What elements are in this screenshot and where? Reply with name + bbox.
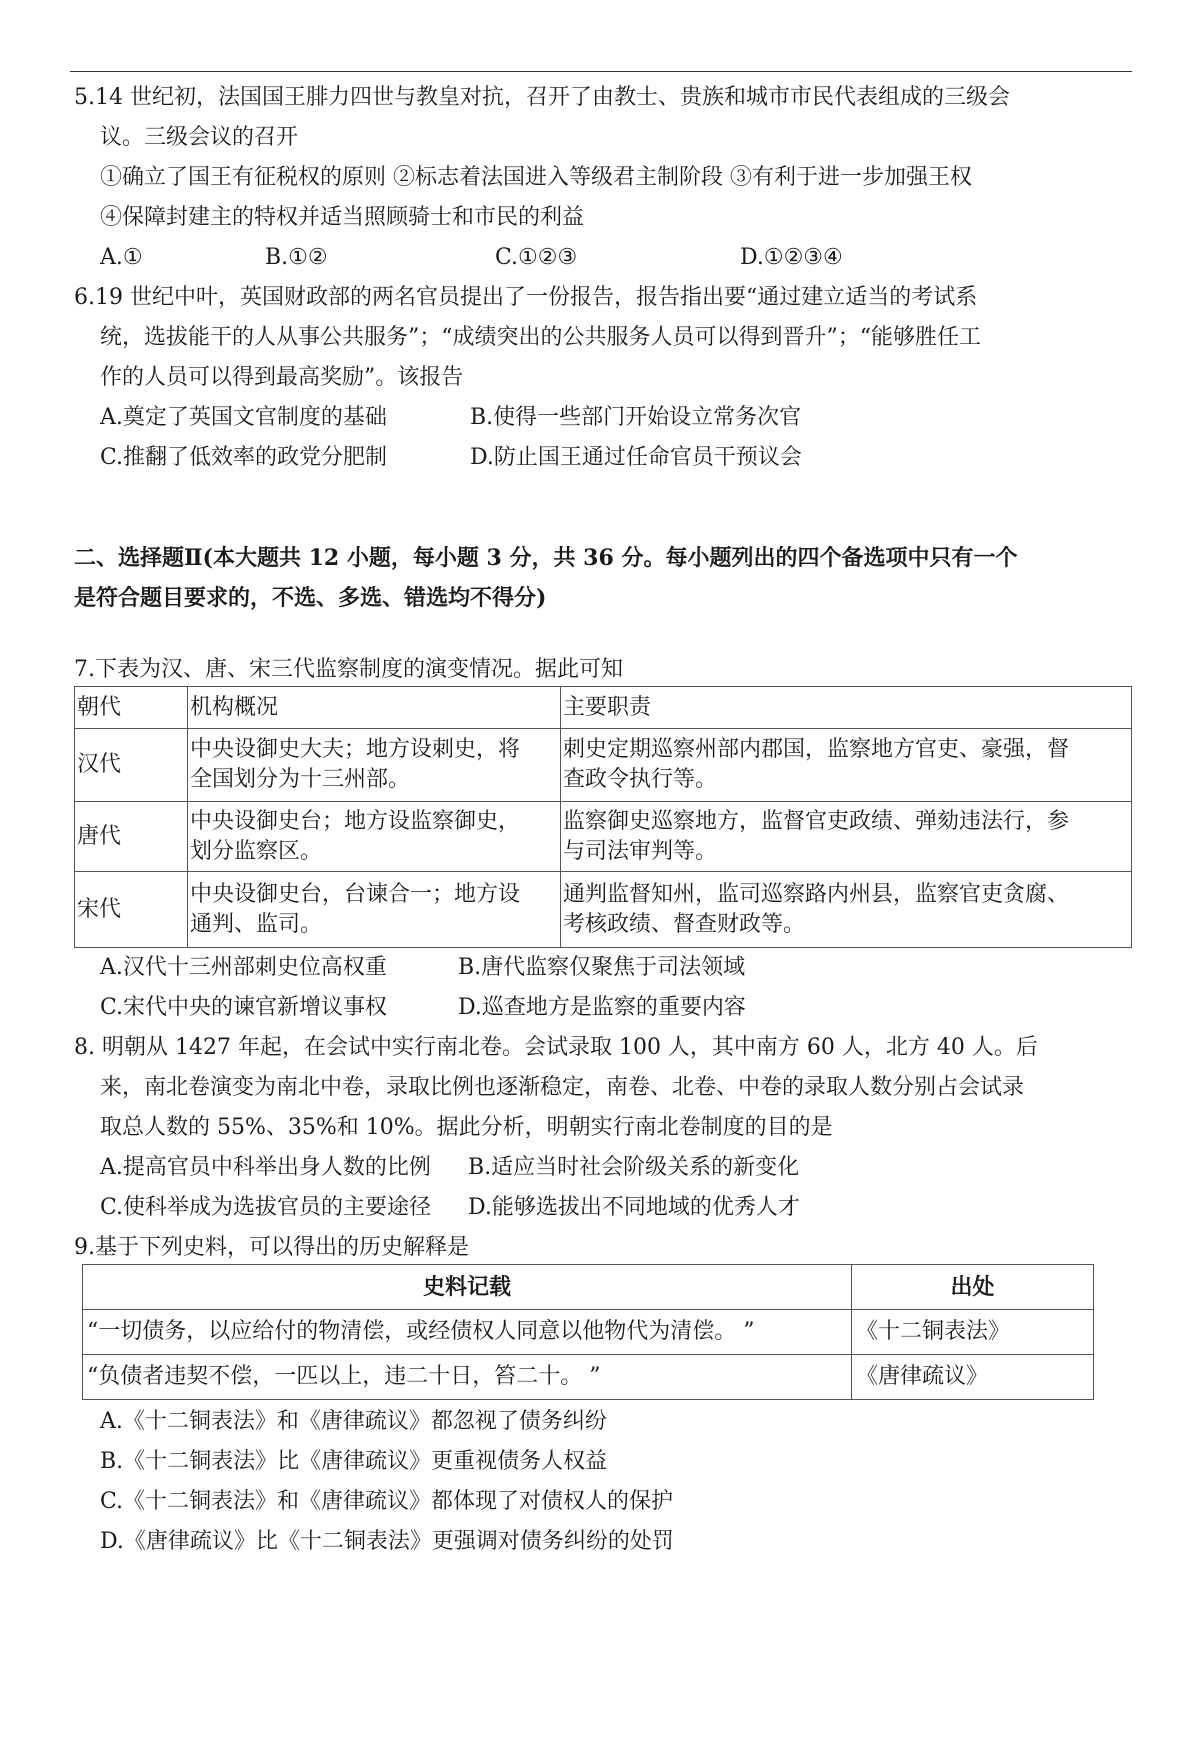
q5-option-b: B.①② (265, 245, 328, 270)
q7-cell-duty-line: 监察御史巡察地方，监督官吏政绩、弹劾违法行，参 (563, 808, 1070, 834)
q7-option-d: D.巡查地方是监察的重要内容 (458, 995, 746, 1020)
exam-page (74, 84, 1134, 1568)
q5-items-line-2: ④保障封建主的特权并适当照顾骑士和市民的利益 (100, 205, 585, 230)
q9-cell-source: 《唐律疏议》 (852, 1355, 1094, 1400)
q7-cell-org-line: 中央设御史大夫；地方设刺史，将 (190, 737, 521, 762)
q6-stem-line-3: 作的人员可以得到最高奖励”。该报告 (100, 365, 464, 390)
q6-option-b: B.使得一些部门开始设立常务次官 (470, 405, 802, 430)
q8-option-a: A.提高官员中科举出身人数的比例 (100, 1155, 431, 1180)
q7-options-row-1 (74, 954, 1134, 994)
table-row (83, 1355, 1094, 1400)
top-rule (70, 71, 1132, 72)
q7-header-duty: 主要职责 (561, 687, 1132, 729)
q7-cell-org-line: 全国划分为十三州部。 (190, 767, 411, 792)
q8-option-b: B.适应当时社会阶级关系的新变化 (468, 1155, 800, 1180)
q9-cell-source: 《十二铜表法》 (852, 1310, 1094, 1355)
table-row (75, 872, 1132, 948)
q5-stem-line-2: 议。三级会议的召开 (100, 125, 299, 150)
q5-items-line-1: ①确立了国王有征税权的原则 ②标志着法国进入等级君主制阶段 ③有利于进一步加强王权 (100, 165, 972, 190)
question-6 (74, 284, 1134, 484)
q7-cell-org (188, 802, 561, 872)
q9-option-c: C.《十二铜表法》和《唐律疏议》都体现了对债权人的保护 (100, 1489, 674, 1514)
q7-cell-dynasty: 宋代 (75, 872, 188, 948)
q5-stem-line-1: 5.14 世纪初，法国国王腓力四世与教皇对抗，召开了由教士、贵族和城市市民代表组成的三级会 (74, 85, 1010, 110)
q8-options-row-2 (74, 1194, 1134, 1234)
q9-header-record: 史料记载 (83, 1265, 852, 1310)
q7-stem: 7.下表为汉、唐、宋三代监察制度的演变情况。据此可知 (74, 657, 623, 682)
q6-options-row-2 (74, 444, 1134, 484)
q7-cell-org-line: 中央设御史台；地方设监察御史， (190, 808, 521, 834)
q9-table (82, 1264, 1094, 1400)
q7-cell-duty (561, 872, 1132, 948)
question-9 (74, 1234, 1134, 1568)
section-2-line-2: 是符合题目要求的，不选、多选、错选均不得分) (74, 585, 547, 611)
q7-header-dynasty: 朝代 (75, 687, 188, 729)
q7-cell-org-line: 通判、监司。 (190, 911, 323, 937)
q7-cell-org (188, 872, 561, 948)
q7-cell-duty-line: 通判监督知州，监司巡察路内州县，监察官吏贪腐、 (563, 881, 1070, 907)
table-row (75, 729, 1132, 802)
q7-option-c: C.宋代中央的谏官新增议事权 (100, 995, 388, 1020)
q7-cell-dynasty: 汉代 (75, 729, 188, 802)
q6-option-c: C.推翻了低效率的政党分肥制 (100, 445, 388, 470)
q7-header-org: 机构概况 (188, 687, 561, 729)
q7-option-b: B.唐代监察仅聚焦于司法领域 (458, 955, 746, 980)
q7-cell-duty (561, 729, 1132, 802)
q5-option-c: C.①②③ (495, 245, 578, 270)
q8-stem-line-3: 取总人数的 55%、35%和 10%。据此分析，明朝实行南北卷制度的目的是 (100, 1115, 833, 1140)
q8-option-d: D.能够选拔出不同地域的优秀人才 (468, 1195, 800, 1220)
q9-stem: 9.基于下列史料，可以得出的历史解释是 (74, 1235, 469, 1260)
q9-cell-record: “一切债务，以应给付的物清偿，或经债权人同意以他物代为清偿。 ” (83, 1310, 852, 1355)
q8-stem-line-2: 来，南北卷演变为南北中卷，录取比例也逐渐稳定，南卷、北卷、中卷的录取人数分别占会试录 (100, 1075, 1025, 1100)
q5-option-a: A.① (100, 245, 143, 270)
q7-options-row-2 (74, 994, 1134, 1034)
q7-cell-org (188, 729, 561, 802)
q9-table-header (83, 1265, 1094, 1310)
q7-cell-duty-line: 与司法审判等。 (563, 838, 718, 864)
q9-header-source: 出处 (852, 1265, 1094, 1310)
q9-option-b: B.《十二铜表法》比《唐律疏议》更重视债务人权益 (100, 1449, 608, 1474)
q9-option-a: A.《十二铜表法》和《唐律疏议》都忽视了债务纠纷 (100, 1409, 607, 1434)
question-5 (74, 84, 1134, 284)
q7-table-header (75, 687, 1132, 729)
q7-cell-org-line: 中央设御史台，台谏合一；地方设 (190, 881, 521, 907)
q7-cell-duty-line: 考核政绩、督查财政等。 (563, 911, 806, 937)
q6-stem-line-1: 6.19 世纪中叶，英国财政部的两名官员提出了一份报告，报告指出要“通过建立适当的考试系 (74, 285, 978, 310)
section-2-line-1: 二、选择题Ⅱ(本大题共 12 小题，每小题 3 分，共 36 分。每小题列出的四个备选项中只有一个 (74, 545, 1018, 571)
q7-cell-dynasty: 唐代 (75, 802, 188, 872)
q7-table (74, 686, 1132, 948)
q7-cell-duty-line: 刺史定期巡察州部内郡国，监察地方官吏、豪强，督 (563, 737, 1070, 762)
q7-cell-duty (561, 802, 1132, 872)
q9-option-d: D.《唐律疏议》比《十二铜表法》更强调对债务纠纷的处罚 (100, 1529, 674, 1554)
q8-options-row-1 (74, 1154, 1134, 1194)
q7-cell-org-line: 划分监察区。 (190, 838, 323, 864)
q6-options-row-1 (74, 404, 1134, 444)
table-row (75, 802, 1132, 872)
q6-stem-line-2: 统，选拔能干的人从事公共服务”；“成绩突出的公共服务人员可以得到晋升”；“能够胜任工 (100, 325, 981, 350)
q9-cell-record: “负债者违契不偿，一匹以上，违二十日，笞二十。 ” (83, 1355, 852, 1400)
q8-stem-line-1: 8. 明朝从 1427 年起，在会试中实行南北卷。会试录取 100 人，其中南方 60 人，北方 40 人。后 (74, 1035, 1038, 1060)
q6-option-a: A.奠定了英国文官制度的基础 (100, 405, 387, 430)
q5-option-d: D.①②③④ (740, 245, 843, 270)
question-7 (74, 656, 1134, 1034)
q7-cell-duty-line: 查政令执行等。 (563, 767, 718, 792)
q8-option-c: C.使科举成为选拔官员的主要途径 (100, 1195, 432, 1220)
q6-option-d: D.防止国王通过任命官员干预议会 (470, 445, 802, 470)
section-2-heading (74, 544, 1134, 624)
q7-option-a: A.汉代十三州部刺史位高权重 (100, 955, 387, 980)
table-row (83, 1310, 1094, 1355)
question-8 (74, 1034, 1134, 1234)
q5-options (74, 244, 1134, 284)
